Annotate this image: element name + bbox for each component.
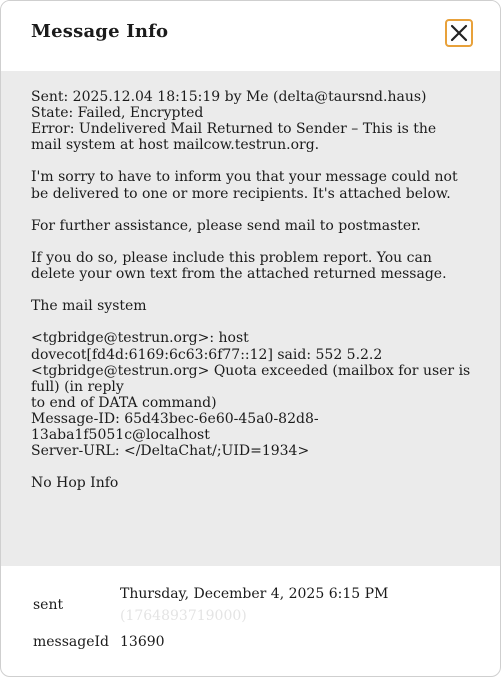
- message-id-label: messageId: [33, 634, 110, 650]
- sent-label: sent: [33, 597, 64, 613]
- message-id-value: 13690: [120, 634, 165, 650]
- sent-timestamp: (1764893719000): [120, 608, 247, 624]
- message-info-text: Sent: 2025.12.04 18:15:19 by Me (delta@taursnd.haus) State: Failed, Encrypted Error: Undelivered Mail Returned to Sender – This is the mail system at host mailcow.testrun.org. I'm sorry to have to inform you that your message could not be delivered to one or more recipients. It's attached below. For further assistance, please send mail to postmaster. If you do so, please include this problem report. You can delete your own text from the attached returned message. The mail system <tgbridge@testrun.org>: host dovecot[fd4d:6169:6c63:6f77::12] said: 552 5.2.2 <tgbridge@testrun.org> Quota exceeded (mailbox for user is full) (in reply to end of DATA command) Message-ID: 65d43bec-6e60-45a0-82d8-13aba1f5051c@localhost Server-URL: </DeltaChat/;UID=1934> No Hop Info: [31, 89, 471, 492]
- close-x-icon: [450, 24, 468, 42]
- message-details-panel: [1, 71, 500, 566]
- sent-value: Thursday, December 4, 2025 6:15 PM: [120, 586, 389, 602]
- dialog-title: Message Info: [31, 21, 169, 42]
- close-button[interactable]: [445, 19, 473, 47]
- dialog-header: [1, 1, 500, 71]
